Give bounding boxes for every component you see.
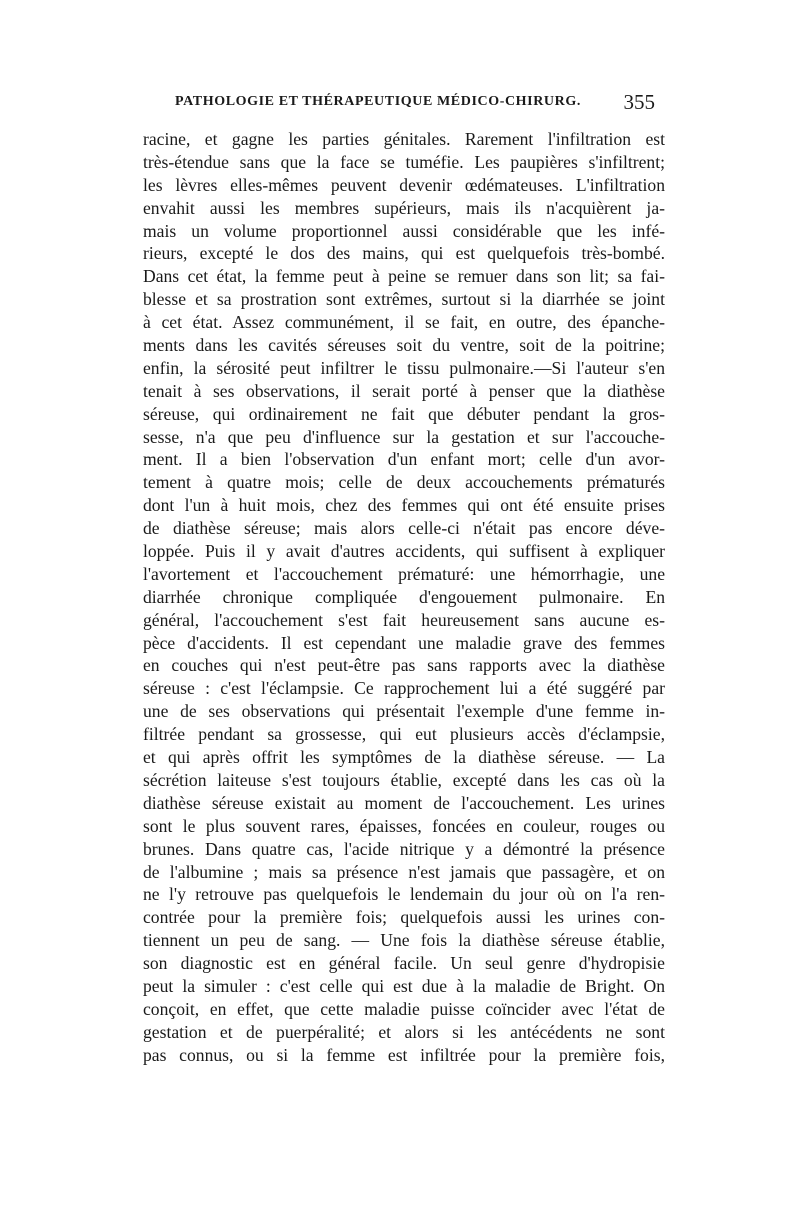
text-line: ne l'y retrouve pas quelquefois le lendemain du jour où on l'a ren- [143,884,665,905]
running-header [175,90,655,114]
text-line: dont l'un à huit mois, chez des femmes qui ont été ensuite prises [143,495,665,516]
text-line: sesse, n'a que peu d'influence sur la gestation et sur l'accouche- [143,426,665,447]
text-line: ments dans les cavités séreuses soit du ventre, soit de la poitrine; [143,335,665,356]
text-line: une de ses observations qui présentait l'exemple d'une femme in- [143,701,665,722]
text-line: et qui après offrit les symptômes de la diathèse séreuse. — La [143,747,665,768]
text-line: très-étendue sans que la face se tuméfie. Les paupières s'infiltrent; [143,151,665,172]
text-line: sont le plus souvent rares, épaisses, foncées en couleur, rouges ou [143,815,665,836]
text-line: filtrée pendant sa grossesse, qui eut plusieurs accès d'éclampsie, [143,724,665,745]
body-text [143,128,665,1067]
text-line: contrée pour la première fois; quelquefois aussi les urines con- [143,907,665,928]
text-line: Dans cet état, la femme peut à peine se remuer dans son lit; sa fai- [143,266,665,287]
text-line: en couches qui n'est peut-être pas sans rapports avec la diathèse [143,655,665,676]
text-line: l'avortement et l'accouchement prématuré: une hémorrhagie, une [143,563,665,584]
text-line: envahit aussi les membres supérieurs, mais ils n'acquièrent ja- [143,197,665,218]
text-line: blesse et sa prostration sont extrêmes, surtout si la diarrhée se joint [143,289,665,310]
text-line: sécrétion laiteuse s'est toujours établie, excepté dans les cas où la [143,769,665,790]
text-line: pas connus, ou si la femme est infiltrée pour la première fois, [143,1044,665,1065]
text-line: brunes. Dans quatre cas, l'acide nitrique y a démontré la présence [143,838,665,859]
text-line: conçoit, en effet, que cette maladie puisse coïncider avec l'état de [143,998,665,1019]
text-line: loppée. Puis il y avait d'autres accidents, qui suffisent à expliquer [143,541,665,562]
text-line: rieurs, excepté le dos des mains, qui est quelquefois très-bombé. [143,243,665,264]
text-line: les lèvres elles-mêmes peuvent devenir œdémateuses. L'infiltration [143,174,665,195]
text-line: à cet état. Assez communément, il se fait, en outre, des épanche- [143,312,665,333]
text-line: général, l'accouchement s'est fait heureusement sans aucune es- [143,609,665,630]
text-line: tiennent un peu de sang. — Une fois la diathèse séreuse établie, [143,930,665,951]
text-line: de diathèse séreuse; mais alors celle-ci n'était pas encore déve- [143,518,665,539]
text-line: tenait à ses observations, il serait porté à penser que la diathèse [143,380,665,401]
page-number: 355 [623,90,655,114]
text-line: son diagnostic est en général facile. Un seul genre d'hydropisie [143,953,665,974]
text-line: tement à quatre mois; celle de deux accouchements prématurés [143,472,665,493]
text-line: séreuse : c'est l'éclampsie. Ce rapprochement lui a été suggéré par [143,678,665,699]
text-line: racine, et gagne les parties génitales. Rarement l'infiltration est [143,129,665,149]
text-line: enfin, la sérosité peut infiltrer le tissu pulmonaire.—Si l'auteur s'en [143,357,665,378]
text-line: peut la simuler : c'est celle qui est due à la maladie de Bright. On [143,975,665,996]
text-line: diathèse séreuse existait au moment de l'accouchement. Les urines [143,792,665,813]
text-line: de l'albumine ; mais sa présence n'est jamais que passagère, et on [143,861,665,882]
text-line: gestation et de puerpéralité; et alors si les antécédents ne sont [143,1021,665,1042]
text-line: pèce d'accidents. Il est cependant une maladie grave des femmes [143,632,665,653]
text-line: séreuse, qui ordinairement ne fait que débuter pendant la gros- [143,403,665,424]
text-line: ment. Il a bien l'observation d'un enfant mort; celle d'un avor- [143,449,665,470]
running-title: PATHOLOGIE ET THÉRAPEUTIQUE MÉDICO-CHIRURG. [175,94,581,109]
text-line: mais un volume proportionnel aussi considérable que les infé- [143,220,665,241]
text-line: diarrhée chronique compliquée d'engouement pulmonaire. En [143,586,665,607]
